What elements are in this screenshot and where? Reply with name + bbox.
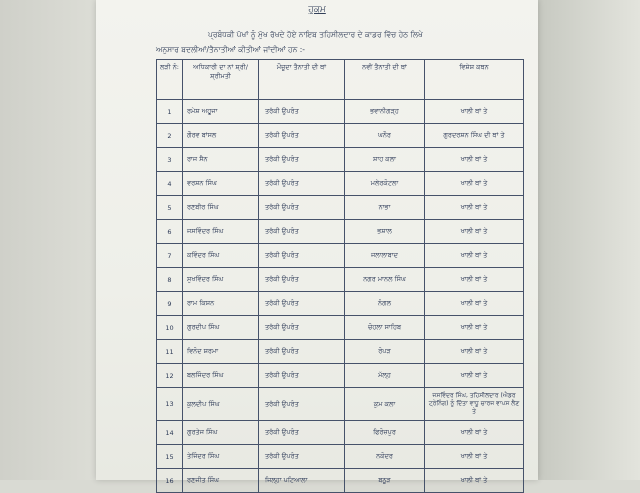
cell-name: ਕੁਲਦੀਪ ਸਿੰਘ [183, 388, 259, 421]
cell-serial: 7 [157, 244, 183, 268]
transfer-table [156, 59, 524, 493]
header-remarks: ਵਿਸ਼ੇਸ਼ ਕਥਨ [425, 60, 524, 100]
cell-new-posting: ਜਲਾਲਾਬਾਦ [345, 244, 425, 268]
cell-new-posting: ਨੰਗਲ [345, 292, 425, 316]
cell-serial: 4 [157, 172, 183, 196]
cell-current-posting: ਤਰੱਕੀ ਉਪਰੰਤ [259, 388, 345, 421]
table-row [157, 100, 524, 124]
cell-remarks: ਖਾਲੀ ਥਾਂ ਤੇ [425, 421, 524, 445]
cell-name: ਵਿਨੋਦ ਸ਼ਰਮਾ [183, 340, 259, 364]
cell-new-posting: ਭਵਾਨੀਗੜ੍ਹ [345, 100, 425, 124]
cell-current-posting: ਜਿਲ੍ਹਾ ਪਟਿਆਲਾ [259, 469, 345, 493]
cell-name: ਵਰਸ਼ਨ ਸਿੰਘ [183, 172, 259, 196]
cell-new-posting: ਮਲੇਰਕੋਟਲਾ [345, 172, 425, 196]
table-row [157, 220, 524, 244]
cell-current-posting: ਤਰੱਕੀ ਉਪਰੰਤ [259, 244, 345, 268]
table-header-row [157, 60, 524, 100]
cell-current-posting: ਤਰੱਕੀ ਉਪਰੰਤ [259, 124, 345, 148]
header-serial: ਲੜੀ ਨੰ: [157, 60, 183, 100]
cell-serial: 3 [157, 148, 183, 172]
table-row [157, 124, 524, 148]
cell-current-posting: ਤਰੱਕੀ ਉਪਰੰਤ [259, 316, 345, 340]
cell-current-posting: ਤਰੱਕੀ ਉਪਰੰਤ [259, 340, 345, 364]
cell-serial: 5 [157, 196, 183, 220]
cell-new-posting: ਚੋਹਲਾ ਸਾਹਿਬ [345, 316, 425, 340]
cell-current-posting: ਤਰੱਕੀ ਉਪਰੰਤ [259, 364, 345, 388]
cell-name: ਰਾਮ ਕਿਸ਼ਨ [183, 292, 259, 316]
cell-name: ਰਾਜ ਸੈਨ [183, 148, 259, 172]
cell-serial: 11 [157, 340, 183, 364]
cell-serial: 8 [157, 268, 183, 292]
cell-remarks: ਖਾਲੀ ਥਾਂ ਤੇ [425, 148, 524, 172]
cell-remarks: ਖਾਲੀ ਥਾਂ ਤੇ [425, 244, 524, 268]
table-row [157, 268, 524, 292]
cell-new-posting: ਕੁਮ ਕਲਾ [345, 388, 425, 421]
cell-new-posting: ਬਨੂੜ [345, 469, 425, 493]
table-row [157, 172, 524, 196]
table-row [157, 316, 524, 340]
cell-remarks: ਖਾਲੀ ਥਾਂ ਤੇ [425, 268, 524, 292]
cell-current-posting: ਤਰੱਕੀ ਉਪਰੰਤ [259, 172, 345, 196]
cell-current-posting: ਤਰੱਕੀ ਉਪਰੰਤ [259, 100, 345, 124]
cell-serial: 2 [157, 124, 183, 148]
cell-name: ਬਲਜਿੰਦਰ ਸਿੰਘ [183, 364, 259, 388]
cell-serial: 6 [157, 220, 183, 244]
cell-name: ਗੌਰਵ ਬਾਂਸਲ [183, 124, 259, 148]
cell-name: ਗੁਰਦੀਪ ਸਿੰਘ [183, 316, 259, 340]
cell-remarks: ਖਾਲੀ ਥਾਂ ਤੇ [425, 220, 524, 244]
cell-name: ਰਮੇਸ਼ ਅਹੂਜਾ [183, 100, 259, 124]
cell-new-posting: ਭਸ਼ਾਲ [345, 220, 425, 244]
cell-new-posting: ਫਿਰੋਜ਼ਪੁਰ [345, 421, 425, 445]
header-new-posting: ਨਵੀਂ ਤੈਨਾਤੀ ਦੀ ਥਾਂ [345, 60, 425, 100]
cell-serial: 12 [157, 364, 183, 388]
table-row [157, 148, 524, 172]
cell-new-posting: ਰੋਪੜ [345, 340, 425, 364]
cell-current-posting: ਤਰੱਕੀ ਉਪਰੰਤ [259, 196, 345, 220]
cell-new-posting: ਨਕੋਦਰ [345, 445, 425, 469]
cell-current-posting: ਤਰੱਕੀ ਉਪਰੰਤ [259, 445, 345, 469]
table-row [157, 340, 524, 364]
table-row [157, 244, 524, 268]
cell-serial: 9 [157, 292, 183, 316]
cell-current-posting: ਤਰੱਕੀ ਉਪਰੰਤ [259, 292, 345, 316]
intro-line-2: ਅਨੁਸਾਰ ਬਦਲੀਆਂ/ਤੈਨਾਤੀਆਂ ਕੀਤੀਆਂ ਜਾਂਦੀਆਂ ਹਨ :- [156, 45, 305, 54]
table-row [157, 421, 524, 445]
cell-remarks: ਖਾਲੀ ਥਾਂ ਤੇ [425, 172, 524, 196]
paper-sheet [96, 0, 538, 485]
cell-new-posting: ਘਨੌਰ [345, 124, 425, 148]
document-title: ਹੁਕਮ [308, 5, 326, 15]
table-row [157, 292, 524, 316]
cell-serial: 13 [157, 388, 183, 421]
header-current-posting: ਮੌਜੂਦਾ ਤੈਨਾਤੀ ਦੀ ਥਾਂ [259, 60, 345, 100]
table-row [157, 388, 524, 421]
background-surface-right [538, 0, 640, 480]
table-row [157, 469, 524, 493]
table-row [157, 196, 524, 220]
cell-remarks: ਖਾਲੀ ਥਾਂ ਤੇ [425, 364, 524, 388]
table-row [157, 445, 524, 469]
cell-remarks: ਖਾਲੀ ਥਾਂ ਤੇ [425, 340, 524, 364]
cell-current-posting: ਤਰੱਕੀ ਉਪਰੰਤ [259, 148, 345, 172]
cell-current-posting: ਤਰੱਕੀ ਉਪਰੰਤ [259, 268, 345, 292]
cell-serial: 16 [157, 469, 183, 493]
cell-current-posting: ਤਰੱਕੀ ਉਪਰੰਤ [259, 220, 345, 244]
cell-remarks: ਗੁਰਦਰਸ਼ਨ ਸਿੰਘ ਦੀ ਥਾਂ ਤੇ [425, 124, 524, 148]
intro-line-1: ਪ੍ਰਬੰਧਕੀ ਪੱਖਾਂ ਨੂੰ ਮੁੱਖ ਰੱਖਦੇ ਹੋਏ ਨਾਇਬ ਤਹਿਸੀਲਦਾਰ ਦੇ ਕਾਡਰ ਵਿੱਚ ਹੇਠ ਲਿਖੇ [208, 30, 423, 39]
cell-serial: 10 [157, 316, 183, 340]
cell-name: ਜਸਵਿੰਦਰ ਸਿੰਘ [183, 220, 259, 244]
cell-name: ਗੁਰਤੇਜ ਸਿੰਘ [183, 421, 259, 445]
header-name: ਅਧਿਕਾਰੀ ਦਾ ਨਾਂ ਸ਼੍ਰੀ/ਸ਼੍ਰੀਮਤੀ [183, 60, 259, 100]
cell-name: ਰਣਬੀਰ ਸਿੰਘ [183, 196, 259, 220]
cell-remarks: ਖਾਲੀ ਥਾਂ ਤੇ [425, 445, 524, 469]
cell-new-posting: ਮੱਲ੍ਹ [345, 364, 425, 388]
cell-remarks: ਜਸਵਿੰਦਰ ਸਿੰਘ, ਤਹਿਸੀਲਦਾਰ (ਐਡਰ ਟ੍ਰੇਨਿੰਗ) ਨੂੰ ਦਿੱਤਾ ਵਾਧੂ ਚਾਰਜ ਵਾਪਸ ਲੈਣ ਤੇ [425, 388, 524, 421]
cell-remarks: ਖਾਲੀ ਥਾਂ ਤੇ [425, 292, 524, 316]
cell-serial: 14 [157, 421, 183, 445]
cell-new-posting: ਸ਼ਾਹ ਕਲਾ [345, 148, 425, 172]
cell-remarks: ਖਾਲੀ ਥਾਂ ਤੇ [425, 100, 524, 124]
cell-remarks: ਖਾਲੀ ਥਾਂ ਤੇ [425, 316, 524, 340]
cell-new-posting: ਨਾਭਾ [345, 196, 425, 220]
cell-remarks: ਖਾਲੀ ਥਾਂ ਤੇ [425, 469, 524, 493]
cell-serial: 15 [157, 445, 183, 469]
cell-new-posting: ਨਗਰ ਮਾਨਲ ਸਿੰਘ [345, 268, 425, 292]
table-row [157, 364, 524, 388]
cell-remarks: ਖਾਲੀ ਥਾਂ ਤੇ [425, 196, 524, 220]
cell-current-posting: ਤਰੱਕੀ ਉਪਰੰਤ [259, 421, 345, 445]
cell-name: ਸੁਖਵਿੰਦਰ ਸਿੰਘ [183, 268, 259, 292]
background-surface [0, 0, 96, 480]
cell-serial: 1 [157, 100, 183, 124]
cell-name: ਰਣਜੀਤ ਸਿੰਘ [183, 469, 259, 493]
cell-name: ਕਵਿੰਦਰ ਸਿੰਘ [183, 244, 259, 268]
cell-name: ਤੇਜਿੰਦਰ ਸਿੰਘ [183, 445, 259, 469]
